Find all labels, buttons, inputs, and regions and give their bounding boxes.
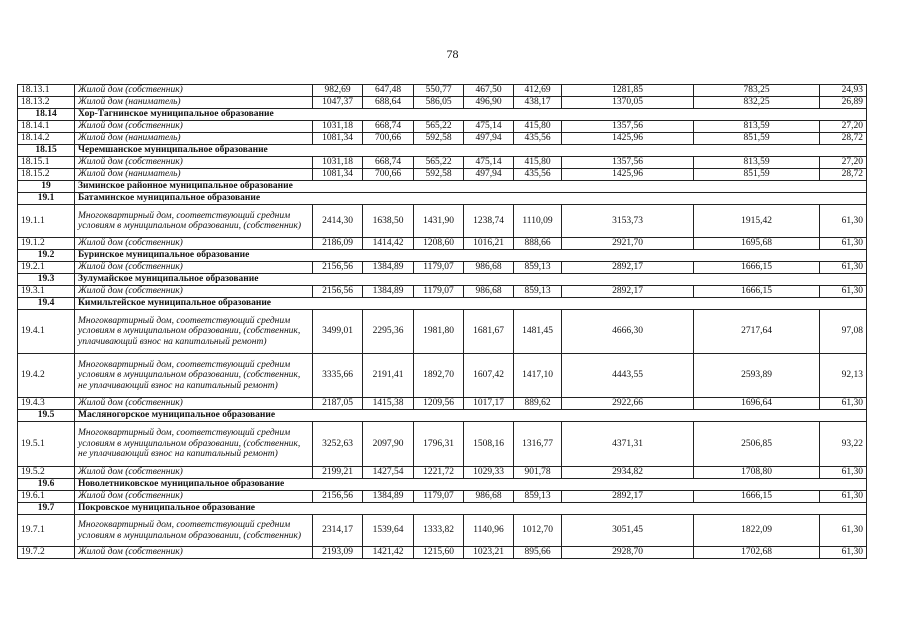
row-value: 415,80 <box>514 121 562 133</box>
row-value: 2921,70 <box>562 238 694 250</box>
table-row <box>18 547 867 559</box>
row-value: 1029,33 <box>464 467 514 479</box>
row-value: 1708,80 <box>694 467 820 479</box>
row-value: 1414,42 <box>363 238 414 250</box>
table-row <box>18 262 867 274</box>
row-value: 1179,07 <box>414 491 464 503</box>
row-description: Жилой дом (собственник) <box>75 547 313 559</box>
row-code: 19.4.3 <box>18 398 75 410</box>
row-value: 901,78 <box>514 467 562 479</box>
row-value: 4443,55 <box>562 354 694 398</box>
row-value: 1012,70 <box>514 515 562 547</box>
section-title: Покровское муниципальное образование <box>75 503 867 515</box>
row-value: 435,56 <box>514 169 562 181</box>
row-value: 565,22 <box>414 157 464 169</box>
row-value: 1695,68 <box>694 238 820 250</box>
row-value: 97,08 <box>820 310 867 354</box>
row-code: 18.15.1 <box>18 157 75 169</box>
row-value: 859,13 <box>514 491 562 503</box>
row-value: 986,68 <box>464 491 514 503</box>
row-value: 1215,60 <box>414 547 464 559</box>
row-description: Жилой дом (наниматель) <box>75 133 313 145</box>
row-value: 1238,74 <box>464 205 514 238</box>
row-value: 27,20 <box>820 157 867 169</box>
row-value: 1425,96 <box>562 133 694 145</box>
row-value: 700,66 <box>363 169 414 181</box>
row-code: 18.13.2 <box>18 97 75 109</box>
row-value: 592,58 <box>414 133 464 145</box>
table-row <box>18 97 867 109</box>
row-value: 1421,42 <box>363 547 414 559</box>
row-description: Жилой дом (собственник) <box>75 467 313 479</box>
row-value: 1539,64 <box>363 515 414 547</box>
row-value: 61,30 <box>820 238 867 250</box>
row-value: 2187,05 <box>313 398 363 410</box>
row-value: 1016,21 <box>464 238 514 250</box>
row-description: Жилой дом (собственник) <box>75 121 313 133</box>
section-title: Батаминское муниципальное образование <box>75 193 867 205</box>
row-value: 700,66 <box>363 133 414 145</box>
table-row <box>18 238 867 250</box>
row-value: 1357,56 <box>562 121 694 133</box>
row-value: 832,25 <box>694 97 820 109</box>
row-code: 18.13.1 <box>18 85 75 97</box>
row-value: 61,30 <box>820 205 867 238</box>
row-value: 497,94 <box>464 169 514 181</box>
row-code: 19.1.1 <box>18 205 75 238</box>
row-value: 1384,89 <box>363 286 414 298</box>
row-value: 2717,64 <box>694 310 820 354</box>
row-value: 1081,34 <box>313 169 363 181</box>
row-value: 986,68 <box>464 262 514 274</box>
row-code: 19.5.1 <box>18 422 75 467</box>
row-value: 888,66 <box>514 238 562 250</box>
row-description: Жилой дом (собственник) <box>75 491 313 503</box>
row-value: 1425,96 <box>562 169 694 181</box>
row-code: 18.15.2 <box>18 169 75 181</box>
row-description: Многоквартирный дом, соответствующий средним условиям в муниципальном образовании, (собственник, не уплачивающий взнос на капитальный ремонт) <box>75 354 313 398</box>
row-value: 668,74 <box>363 121 414 133</box>
row-value: 2593,89 <box>694 354 820 398</box>
row-value: 61,30 <box>820 491 867 503</box>
row-value: 889,62 <box>514 398 562 410</box>
row-value: 1333,82 <box>414 515 464 547</box>
row-description: Жилой дом (наниматель) <box>75 97 313 109</box>
row-value: 412,69 <box>514 85 562 97</box>
row-value: 28,72 <box>820 169 867 181</box>
row-value: 1822,09 <box>694 515 820 547</box>
row-value: 3252,63 <box>313 422 363 467</box>
row-value: 2156,56 <box>313 491 363 503</box>
row-value: 851,59 <box>694 169 820 181</box>
row-value: 2892,17 <box>562 262 694 274</box>
row-value: 61,30 <box>820 286 867 298</box>
row-value: 1481,45 <box>514 310 562 354</box>
row-value: 4371,31 <box>562 422 694 467</box>
table-row <box>18 205 867 238</box>
row-description: Многоквартирный дом, соответствующий средним условиям в муниципальном образовании, (собственник) <box>75 515 313 547</box>
section-row <box>18 250 867 262</box>
row-value: 986,68 <box>464 286 514 298</box>
row-value: 1208,60 <box>414 238 464 250</box>
row-value: 3153,73 <box>562 205 694 238</box>
section-row <box>18 274 867 286</box>
section-title: Буринское муниципальное образование <box>75 250 867 262</box>
row-value: 859,13 <box>514 262 562 274</box>
row-value: 2506,85 <box>694 422 820 467</box>
row-value: 497,94 <box>464 133 514 145</box>
row-value: 2191,41 <box>363 354 414 398</box>
section-title: Кимильтейское муниципальное образование <box>75 298 867 310</box>
row-value: 1023,21 <box>464 547 514 559</box>
row-value: 859,13 <box>514 286 562 298</box>
row-code: 19.5.2 <box>18 467 75 479</box>
row-value: 2922,66 <box>562 398 694 410</box>
row-value: 61,30 <box>820 467 867 479</box>
row-value: 1666,15 <box>694 491 820 503</box>
section-row <box>18 181 867 193</box>
row-value: 2193,09 <box>313 547 363 559</box>
row-value: 4666,30 <box>562 310 694 354</box>
row-value: 438,17 <box>514 97 562 109</box>
row-value: 851,59 <box>694 133 820 145</box>
row-value: 1316,77 <box>514 422 562 467</box>
row-code: 19 <box>18 181 75 193</box>
row-code: 18.14 <box>18 109 75 121</box>
row-value: 2295,36 <box>363 310 414 354</box>
table-row <box>18 157 867 169</box>
table-row <box>18 354 867 398</box>
row-value: 1384,89 <box>363 262 414 274</box>
row-value: 2928,70 <box>562 547 694 559</box>
row-value: 647,48 <box>363 85 414 97</box>
table-row <box>18 133 867 145</box>
section-title: Черемшанское муниципальное образование <box>75 145 867 157</box>
row-value: 565,22 <box>414 121 464 133</box>
row-value: 1031,18 <box>313 121 363 133</box>
row-value: 1081,34 <box>313 133 363 145</box>
row-code: 19.7.2 <box>18 547 75 559</box>
row-value: 1417,10 <box>514 354 562 398</box>
row-value: 2156,56 <box>313 262 363 274</box>
row-value: 1017,17 <box>464 398 514 410</box>
row-value: 2186,09 <box>313 238 363 250</box>
row-code: 18.15 <box>18 145 75 157</box>
table-row <box>18 310 867 354</box>
row-value: 1915,42 <box>694 205 820 238</box>
row-code: 19.4 <box>18 298 75 310</box>
row-value: 61,30 <box>820 547 867 559</box>
row-value: 2199,21 <box>313 467 363 479</box>
row-value: 1357,56 <box>562 157 694 169</box>
row-value: 1892,70 <box>414 354 464 398</box>
row-value: 1607,42 <box>464 354 514 398</box>
row-value: 467,50 <box>464 85 514 97</box>
row-code: 19.2 <box>18 250 75 262</box>
row-description: Жилой дом (собственник) <box>75 157 313 169</box>
row-value: 1508,16 <box>464 422 514 467</box>
row-value: 2414,30 <box>313 205 363 238</box>
row-value: 1031,18 <box>313 157 363 169</box>
row-value: 1281,85 <box>562 85 694 97</box>
row-code: 19.5 <box>18 410 75 422</box>
row-value: 2156,56 <box>313 286 363 298</box>
row-value: 3499,01 <box>313 310 363 354</box>
row-value: 1666,15 <box>694 286 820 298</box>
row-value: 1209,56 <box>414 398 464 410</box>
row-value: 688,64 <box>363 97 414 109</box>
row-code: 19.4.1 <box>18 310 75 354</box>
section-title: Хор-Тагнинское муниципальное образование <box>75 109 867 121</box>
row-code: 19.6.1 <box>18 491 75 503</box>
tariff-table <box>17 84 867 559</box>
row-value: 435,56 <box>514 133 562 145</box>
row-value: 668,74 <box>363 157 414 169</box>
row-value: 92,13 <box>820 354 867 398</box>
row-value: 2097,90 <box>363 422 414 467</box>
row-value: 1981,80 <box>414 310 464 354</box>
row-value: 1696,64 <box>694 398 820 410</box>
row-description: Жилой дом (собственник) <box>75 85 313 97</box>
row-value: 1179,07 <box>414 262 464 274</box>
row-value: 3051,45 <box>562 515 694 547</box>
row-description: Жилой дом (собственник) <box>75 286 313 298</box>
row-description: Жилой дом (наниматель) <box>75 169 313 181</box>
table-row <box>18 491 867 503</box>
table-row <box>18 169 867 181</box>
row-value: 61,30 <box>820 515 867 547</box>
row-code: 19.2.1 <box>18 262 75 274</box>
table-row <box>18 467 867 479</box>
row-code: 19.3 <box>18 274 75 286</box>
row-code: 19.7.1 <box>18 515 75 547</box>
row-value: 2934,82 <box>562 467 694 479</box>
row-value: 1110,09 <box>514 205 562 238</box>
row-value: 93,22 <box>820 422 867 467</box>
row-value: 1796,31 <box>414 422 464 467</box>
row-value: 61,30 <box>820 262 867 274</box>
row-value: 2892,17 <box>562 286 694 298</box>
row-code: 18.14.1 <box>18 121 75 133</box>
row-value: 1431,90 <box>414 205 464 238</box>
row-value: 982,69 <box>313 85 363 97</box>
table-row <box>18 121 867 133</box>
table-row <box>18 422 867 467</box>
row-code: 19.1 <box>18 193 75 205</box>
row-value: 2314,17 <box>313 515 363 547</box>
row-value: 61,30 <box>820 398 867 410</box>
row-value: 592,58 <box>414 169 464 181</box>
section-title: Масляногорское муниципальное образование <box>75 410 867 422</box>
section-row <box>18 298 867 310</box>
row-description: Многоквартирный дом, соответствующий средним условиям в муниципальном образовании, (собственник, уплачивающий взнос на капитальный ремонт) <box>75 310 313 354</box>
row-value: 1140,96 <box>464 515 514 547</box>
row-description: Жилой дом (собственник) <box>75 262 313 274</box>
table-row <box>18 85 867 97</box>
row-value: 1415,38 <box>363 398 414 410</box>
row-description: Жилой дом (собственник) <box>75 398 313 410</box>
row-code: 19.7 <box>18 503 75 515</box>
row-value: 1681,67 <box>464 310 514 354</box>
row-value: 26,89 <box>820 97 867 109</box>
row-value: 550,77 <box>414 85 464 97</box>
section-row <box>18 479 867 491</box>
row-value: 496,90 <box>464 97 514 109</box>
row-value: 1179,07 <box>414 286 464 298</box>
table-body <box>18 85 867 559</box>
row-value: 1638,50 <box>363 205 414 238</box>
row-code: 19.1.2 <box>18 238 75 250</box>
row-value: 1370,05 <box>562 97 694 109</box>
row-value: 2892,17 <box>562 491 694 503</box>
section-title: Зулумайское муниципальное образование <box>75 274 867 286</box>
row-value: 1666,15 <box>694 262 820 274</box>
section-row <box>18 410 867 422</box>
row-value: 1702,68 <box>694 547 820 559</box>
row-value: 3335,66 <box>313 354 363 398</box>
row-value: 1384,89 <box>363 491 414 503</box>
section-row <box>18 193 867 205</box>
section-row <box>18 109 867 121</box>
section-row <box>18 145 867 157</box>
row-description: Многоквартирный дом, соответствующий средним условиям в муниципальном образовании, (собственник) <box>75 205 313 238</box>
row-value: 1427,54 <box>363 467 414 479</box>
row-code: 19.6 <box>18 479 75 491</box>
table-row <box>18 515 867 547</box>
row-description: Многоквартирный дом, соответствующий средним условиям в муниципальном образовании, (собственник, не уплачивающий взнос на капитальный ремонт) <box>75 422 313 467</box>
row-value: 586,05 <box>414 97 464 109</box>
row-value: 27,20 <box>820 121 867 133</box>
row-value: 415,80 <box>514 157 562 169</box>
section-title: Зиминское районное муниципальное образование <box>75 181 867 193</box>
row-value: 783,25 <box>694 85 820 97</box>
row-value: 1221,72 <box>414 467 464 479</box>
row-value: 895,66 <box>514 547 562 559</box>
table-row <box>18 398 867 410</box>
row-code: 19.4.2 <box>18 354 75 398</box>
row-value: 475,14 <box>464 121 514 133</box>
row-value: 813,59 <box>694 121 820 133</box>
section-row <box>18 503 867 515</box>
section-title: Новолетниковское муниципальное образование <box>75 479 867 491</box>
row-value: 813,59 <box>694 157 820 169</box>
row-value: 1047,37 <box>313 97 363 109</box>
table-row <box>18 286 867 298</box>
row-value: 475,14 <box>464 157 514 169</box>
row-value: 28,72 <box>820 133 867 145</box>
row-code: 19.3.1 <box>18 286 75 298</box>
page-number: 78 <box>446 47 459 61</box>
row-description: Жилой дом (собственник) <box>75 238 313 250</box>
row-code: 18.14.2 <box>18 133 75 145</box>
row-value: 24,93 <box>820 85 867 97</box>
